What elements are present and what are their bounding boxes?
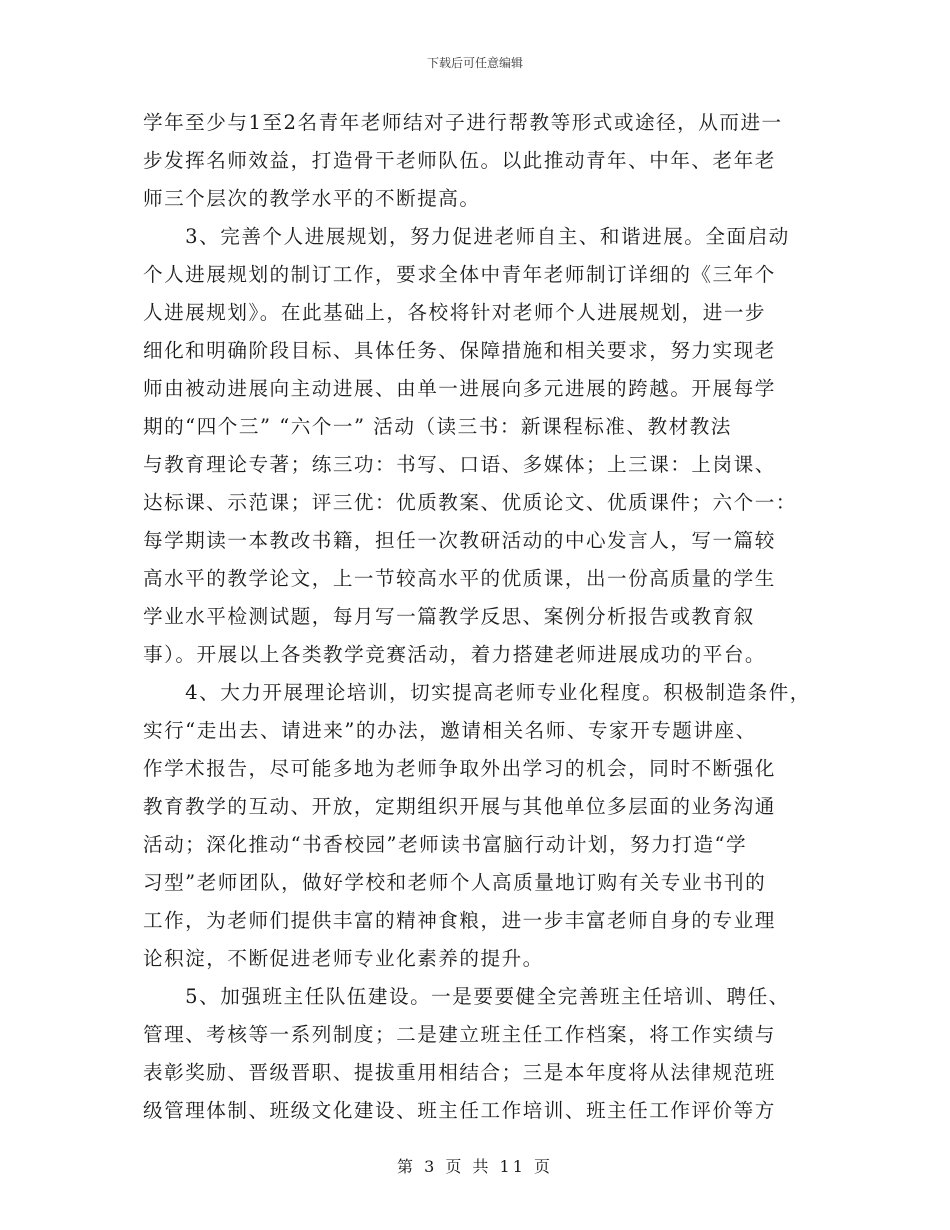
paragraph-1: [143, 104, 823, 218]
text-line: 每学期读一本教改书籍，担任一次教研活动的中心发言人，写一篇较: [143, 529, 776, 552]
paragraph-4: [143, 978, 823, 1130]
text-line: 步发挥名师效益，打造骨干老师队伍。以此推动青年、中年、老年老: [143, 149, 776, 172]
text-line: 4、大力开展理论培训，切实提高老师专业化程度。积极制造条件，: [143, 681, 811, 704]
text-line: 人进展规划》。在此基础上，各校将针对老师个人进展规划，进一步: [143, 301, 767, 324]
text-line: 学年至少与1至2名青年老师结对子进行帮教等形式或途径，从而进一: [143, 111, 783, 134]
text-line: 与教育理论专著；练三功：书写、口语、多媒体；上三课：上岗课、: [143, 453, 776, 476]
text-line: 工作，为老师们提供丰富的精神食粮，进一步丰富老师自身的专业理: [143, 909, 776, 932]
text-line: 师由被动进展向主动进展、由单一进展向多元进展的跨越。开展每学: [143, 377, 776, 400]
text-line: 表彰奖励、晋级晋职、提拔重用相结合；三是本年度将从法律规范班: [143, 1061, 776, 1084]
page-header-note: 下载后可任意编辑: [426, 56, 523, 70]
text-line: 细化和明确阶段目标、具体任务、保障措施和相关要求，努力实现老: [143, 339, 776, 362]
paragraph-3: [143, 674, 823, 978]
text-line: 高水平的教学论文，上一节较高水平的优质课，出一份高质量的学生: [143, 567, 776, 590]
text-line: 教育教学的互动、开放，定期组织开展与其他单位多层面的业务沟通: [143, 795, 776, 818]
text-line: 级管理体制、班级文化建设、班主任工作培训、班主任工作评价等方: [143, 1099, 776, 1122]
text-line: 作学术报告，尽可能多地为老师争取外出学习的机会，同时不断强化: [143, 757, 776, 780]
text-line: 5、加强班主任队伍建设。一是要要健全完善班主任培训、聘任、: [143, 985, 790, 1008]
text-line: 个人进展规划的制订工作，要求全体中青年老师制订详细的《三年个: [143, 263, 776, 286]
text-line: 师三个层次的教学水平的不断提高。: [143, 187, 481, 210]
text-line: 学业水平检测试题，每月写一篇教学反思、案例分析报告或教育叙: [143, 605, 755, 628]
text-line: 论积淀，不断促进老师专业化素养的提升。: [143, 947, 544, 970]
text-line: 管理、考核等一系列制度；二是建立班主任工作档案，将工作实绩与: [143, 1023, 776, 1046]
text-line: 习型”老师团队，做好学校和老师个人高质量地订购有关专业书刊的: [143, 871, 767, 894]
text-line: 实行“走出去、请进来”的办法，邀请相关名师、专家开专题讲座、: [143, 719, 757, 742]
document-body: [143, 104, 823, 1130]
text-line: 3、完善个人进展规划，努力促进老师自主、和谐进展。全面启动: [143, 225, 790, 248]
text-line: 达标课、示范课；评三优：优质教案、优质论文、优质课件；六个一：: [143, 491, 797, 514]
text-line: 期的“四个三” “六个一” 活动（读三书：新课程标准、教材教法: [143, 415, 732, 438]
page-number-footer: 第 3 页 共 11 页: [397, 1157, 553, 1176]
paragraph-2: [143, 218, 823, 674]
text-line: 活动；深化推动“书香校园”老师读书富脑行动计划，努力打造“学: [143, 833, 748, 856]
text-line: 事）。开展以上各类教学竞赛活动，着力搭建老师进展成功的平台。: [143, 643, 767, 666]
